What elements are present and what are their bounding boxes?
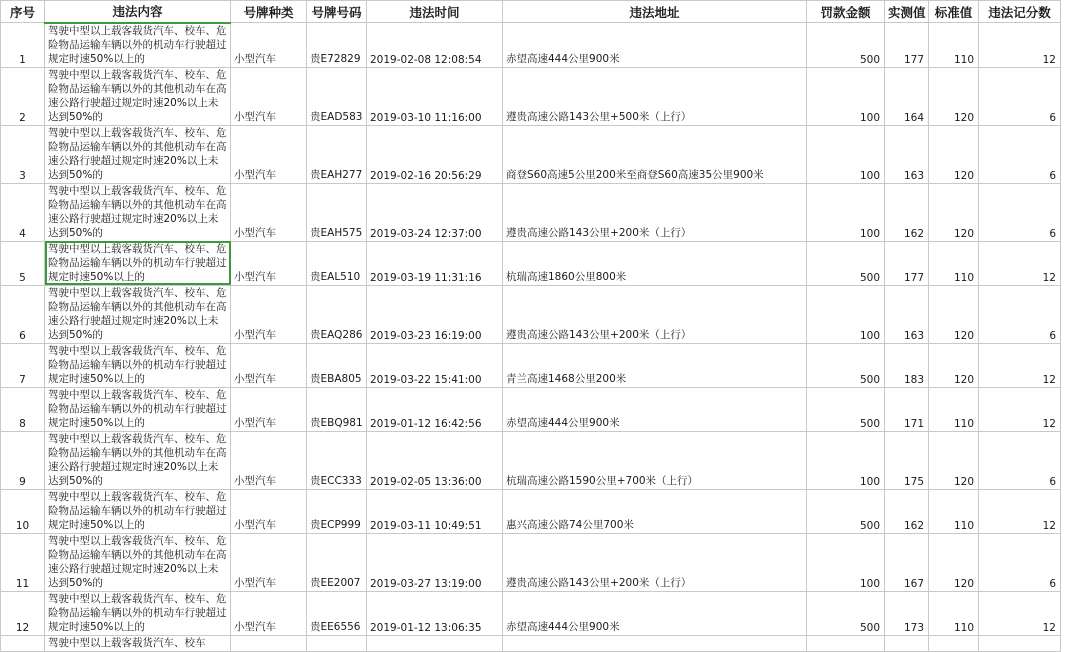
cell-no[interactable] <box>1 635 45 651</box>
table-row <box>1 241 1061 285</box>
cell-address[interactable]: 赤望高速444公里900米 <box>503 23 807 68</box>
cell-plate[interactable]: 贵E72829 <box>307 23 367 68</box>
cell-no[interactable]: 9 <box>1 431 45 489</box>
header-no[interactable]: 序号 <box>1 1 45 23</box>
table-row <box>1 285 1061 343</box>
cell-fine[interactable] <box>807 635 885 651</box>
cell-address[interactable] <box>503 635 807 651</box>
cell-plate[interactable]: 贵EBA805 <box>307 343 367 387</box>
table-row <box>1 591 1061 635</box>
cell-content[interactable]: 驾驶中型以上载客载货汽车、校车、危险物品运输车辆以外的其他机动车在高速公路行驶超过规定时速20%以上未达到50%的 <box>45 67 231 125</box>
cell-fine[interactable]: 500 <box>807 489 885 533</box>
cell-measured[interactable]: 177 <box>885 241 929 285</box>
cell-address[interactable]: 商登S60高速5公里200米至商登S60高速35公里900米 <box>503 125 807 183</box>
cell-content[interactable]: 驾驶中型以上载客载货汽车、校车 <box>45 635 231 651</box>
cell-address[interactable]: 赤望高速444公里900米 <box>503 591 807 635</box>
table-row <box>1 125 1061 183</box>
cell-standard[interactable]: 120 <box>929 125 979 183</box>
cell-points[interactable]: 6 <box>979 285 1061 343</box>
header-points[interactable]: 违法记分数 <box>979 1 1061 23</box>
header-address[interactable]: 违法地址 <box>503 1 807 23</box>
cell-standard[interactable]: 120 <box>929 431 979 489</box>
table-row <box>1 387 1061 431</box>
cell-time[interactable]: 2019-03-22 15:41:00 <box>367 343 503 387</box>
table-row <box>1 489 1061 533</box>
cell-content[interactable]: 驾驶中型以上载客载货汽车、校车、危险物品运输车辆以外的机动车行驶超过规定时速50%以上的 <box>45 591 231 635</box>
cell-plate-type[interactable]: 小型汽车 <box>231 125 307 183</box>
cell-content[interactable]: 驾驶中型以上载客载货汽车、校车、危险物品运输车辆以外的其他机动车在高速公路行驶超过规定时速20%以上未达到50%的 <box>45 183 231 241</box>
cell-standard[interactable] <box>929 635 979 651</box>
table-row <box>1 533 1061 591</box>
cell-no[interactable]: 2 <box>1 67 45 125</box>
cell-plate-type[interactable]: 小型汽车 <box>231 343 307 387</box>
cell-time[interactable]: 2019-03-19 11:31:16 <box>367 241 503 285</box>
cell-plate-type[interactable]: 小型汽车 <box>231 489 307 533</box>
cell-standard[interactable]: 110 <box>929 241 979 285</box>
cell-plate[interactable]: 贵EAD583 <box>307 67 367 125</box>
cell-plate-type[interactable]: 小型汽车 <box>231 23 307 68</box>
cell-points[interactable]: 12 <box>979 387 1061 431</box>
cell-points[interactable]: 12 <box>979 591 1061 635</box>
cell-plate[interactable]: 贵EBQ981 <box>307 387 367 431</box>
table-row <box>1 23 1061 68</box>
cell-points[interactable]: 6 <box>979 125 1061 183</box>
cell-content[interactable]: 驾驶中型以上载客载货汽车、校车、危险物品运输车辆以外的其他机动车在高速公路行驶超过规定时速20%以上未达到50%的 <box>45 431 231 489</box>
cell-plate-type[interactable]: 小型汽车 <box>231 533 307 591</box>
cell-plate[interactable]: 贵EAL510 <box>307 241 367 285</box>
table-row <box>1 635 1061 651</box>
cell-points[interactable]: 12 <box>979 241 1061 285</box>
table-row <box>1 431 1061 489</box>
cell-plate[interactable]: 贵ECC333 <box>307 431 367 489</box>
cell-time[interactable]: 2019-02-16 20:56:29 <box>367 125 503 183</box>
cell-plate-type[interactable]: 小型汽车 <box>231 241 307 285</box>
cell-fine[interactable]: 500 <box>807 23 885 68</box>
cell-points[interactable]: 12 <box>979 343 1061 387</box>
cell-content[interactable]: 驾驶中型以上载客载货汽车、校车、危险物品运输车辆以外的机动车行驶超过规定时速50%以上的 <box>45 241 231 285</box>
cell-time[interactable]: 2019-03-11 10:49:51 <box>367 489 503 533</box>
cell-plate[interactable] <box>307 635 367 651</box>
header-measured[interactable]: 实测值 <box>885 1 929 23</box>
cell-plate[interactable]: 贵EAH277 <box>307 125 367 183</box>
cell-measured[interactable] <box>885 635 929 651</box>
cell-content[interactable]: 驾驶中型以上载客载货汽车、校车、危险物品运输车辆以外的其他机动车在高速公路行驶超过规定时速20%以上未达到50%的 <box>45 125 231 183</box>
cell-address[interactable]: 遵贵高速公路143公里+200米（上行） <box>503 533 807 591</box>
cell-no[interactable]: 4 <box>1 183 45 241</box>
cell-plate-type[interactable]: 小型汽车 <box>231 285 307 343</box>
cell-time[interactable]: 2019-03-27 13:19:00 <box>367 533 503 591</box>
cell-measured[interactable]: 162 <box>885 489 929 533</box>
cell-standard[interactable]: 120 <box>929 183 979 241</box>
cell-fine[interactable]: 100 <box>807 67 885 125</box>
cell-points[interactable]: 12 <box>979 23 1061 68</box>
cell-address[interactable]: 杭瑞高速公路1590公里+700米（上行） <box>503 431 807 489</box>
cell-points[interactable]: 6 <box>979 183 1061 241</box>
cell-points[interactable]: 6 <box>979 67 1061 125</box>
cell-fine[interactable]: 500 <box>807 241 885 285</box>
table-row <box>1 67 1061 125</box>
header-fine[interactable]: 罚款金额 <box>807 1 885 23</box>
header-row <box>1 1 1061 23</box>
cell-time[interactable]: 2019-01-12 16:42:56 <box>367 387 503 431</box>
cell-address[interactable]: 遵贵高速公路143公里+200米（上行） <box>503 285 807 343</box>
cell-time[interactable]: 2019-02-05 13:36:00 <box>367 431 503 489</box>
cell-time[interactable] <box>367 635 503 651</box>
cell-time[interactable]: 2019-01-12 13:06:35 <box>367 591 503 635</box>
cell-measured[interactable]: 175 <box>885 431 929 489</box>
cell-plate[interactable]: 贵EAH575 <box>307 183 367 241</box>
cell-no[interactable]: 12 <box>1 591 45 635</box>
cell-fine[interactable]: 500 <box>807 343 885 387</box>
cell-time[interactable]: 2019-03-10 11:16:00 <box>367 67 503 125</box>
cell-standard[interactable]: 110 <box>929 387 979 431</box>
cell-plate-type[interactable]: 小型汽车 <box>231 183 307 241</box>
cell-standard[interactable]: 110 <box>929 591 979 635</box>
cell-standard[interactable]: 120 <box>929 67 979 125</box>
cell-no[interactable]: 8 <box>1 387 45 431</box>
cell-measured[interactable]: 173 <box>885 591 929 635</box>
cell-measured[interactable]: 171 <box>885 387 929 431</box>
cell-fine[interactable]: 100 <box>807 125 885 183</box>
cell-points[interactable]: 6 <box>979 533 1061 591</box>
cell-content[interactable]: 驾驶中型以上载客载货汽车、校车、危险物品运输车辆以外的机动车行驶超过规定时速50%以上的 <box>45 489 231 533</box>
cell-fine[interactable]: 100 <box>807 431 885 489</box>
cell-plate[interactable]: 贵EAQ286 <box>307 285 367 343</box>
cell-no[interactable]: 5 <box>1 241 45 285</box>
cell-address[interactable]: 遵贵高速公路143公里+200米（上行） <box>503 183 807 241</box>
cell-content[interactable]: 驾驶中型以上载客载货汽车、校车、危险物品运输车辆以外的其他机动车在高速公路行驶超过规定时速20%以上未达到50%的 <box>45 285 231 343</box>
cell-no[interactable]: 1 <box>1 23 45 68</box>
header-plate[interactable]: 号牌号码 <box>307 1 367 23</box>
cell-measured[interactable]: 163 <box>885 125 929 183</box>
cell-points[interactable]: 12 <box>979 489 1061 533</box>
table-row <box>1 183 1061 241</box>
cell-address[interactable]: 杭瑞高速1860公里800米 <box>503 241 807 285</box>
cell-points[interactable] <box>979 635 1061 651</box>
cell-no[interactable]: 7 <box>1 343 45 387</box>
header-content[interactable]: 违法内容 <box>45 1 231 23</box>
cell-plate[interactable]: 贵ECP999 <box>307 489 367 533</box>
cell-address[interactable]: 赤望高速444公里900米 <box>503 387 807 431</box>
cell-standard[interactable]: 120 <box>929 533 979 591</box>
cell-content[interactable]: 驾驶中型以上载客载货汽车、校车、危险物品运输车辆以外的其他机动车在高速公路行驶超过规定时速20%以上未达到50%的 <box>45 533 231 591</box>
cell-plate-type[interactable]: 小型汽车 <box>231 431 307 489</box>
cell-standard[interactable]: 120 <box>929 285 979 343</box>
cell-plate-type[interactable]: 小型汽车 <box>231 591 307 635</box>
cell-standard[interactable]: 110 <box>929 489 979 533</box>
cell-fine[interactable]: 100 <box>807 183 885 241</box>
cell-content[interactable]: 驾驶中型以上载客载货汽车、校车、危险物品运输车辆以外的机动车行驶超过规定时速50%以上的 <box>45 387 231 431</box>
header-plate-type[interactable]: 号牌种类 <box>231 1 307 23</box>
cell-fine[interactable]: 500 <box>807 591 885 635</box>
cell-no[interactable]: 6 <box>1 285 45 343</box>
cell-measured[interactable]: 164 <box>885 67 929 125</box>
header-standard[interactable]: 标准值 <box>929 1 979 23</box>
cell-time[interactable]: 2019-03-24 12:37:00 <box>367 183 503 241</box>
cell-time[interactable]: 2019-02-08 12:08:54 <box>367 23 503 68</box>
table-row <box>1 343 1061 387</box>
cell-address[interactable]: 青兰高速1468公里200米 <box>503 343 807 387</box>
header-time[interactable]: 违法时间 <box>367 1 503 23</box>
cell-measured[interactable]: 162 <box>885 183 929 241</box>
cell-no[interactable]: 10 <box>1 489 45 533</box>
cell-plate-type[interactable] <box>231 635 307 651</box>
cell-no[interactable]: 3 <box>1 125 45 183</box>
cell-time[interactable]: 2019-03-23 16:19:00 <box>367 285 503 343</box>
cell-fine[interactable]: 500 <box>807 387 885 431</box>
cell-plate[interactable]: 贵EE2007 <box>307 533 367 591</box>
cell-address[interactable]: 惠兴高速公路74公里700米 <box>503 489 807 533</box>
table-body <box>1 23 1061 652</box>
cell-measured[interactable]: 167 <box>885 533 929 591</box>
cell-measured[interactable]: 177 <box>885 23 929 68</box>
cell-content[interactable]: 驾驶中型以上载客载货汽车、校车、危险物品运输车辆以外的机动车行驶超过规定时速50%以上的 <box>45 23 231 68</box>
cell-no[interactable]: 11 <box>1 533 45 591</box>
cell-measured[interactable]: 183 <box>885 343 929 387</box>
cell-plate-type[interactable]: 小型汽车 <box>231 387 307 431</box>
cell-address[interactable]: 遵贵高速公路143公里+500米（上行） <box>503 67 807 125</box>
cell-plate[interactable]: 贵EE6556 <box>307 591 367 635</box>
cell-measured[interactable]: 163 <box>885 285 929 343</box>
cell-fine[interactable]: 100 <box>807 533 885 591</box>
cell-standard[interactable]: 120 <box>929 343 979 387</box>
cell-points[interactable]: 6 <box>979 431 1061 489</box>
cell-standard[interactable]: 110 <box>929 23 979 68</box>
cell-fine[interactable]: 100 <box>807 285 885 343</box>
cell-content[interactable]: 驾驶中型以上载客载货汽车、校车、危险物品运输车辆以外的机动车行驶超过规定时速50%以上的 <box>45 343 231 387</box>
cell-plate-type[interactable]: 小型汽车 <box>231 67 307 125</box>
